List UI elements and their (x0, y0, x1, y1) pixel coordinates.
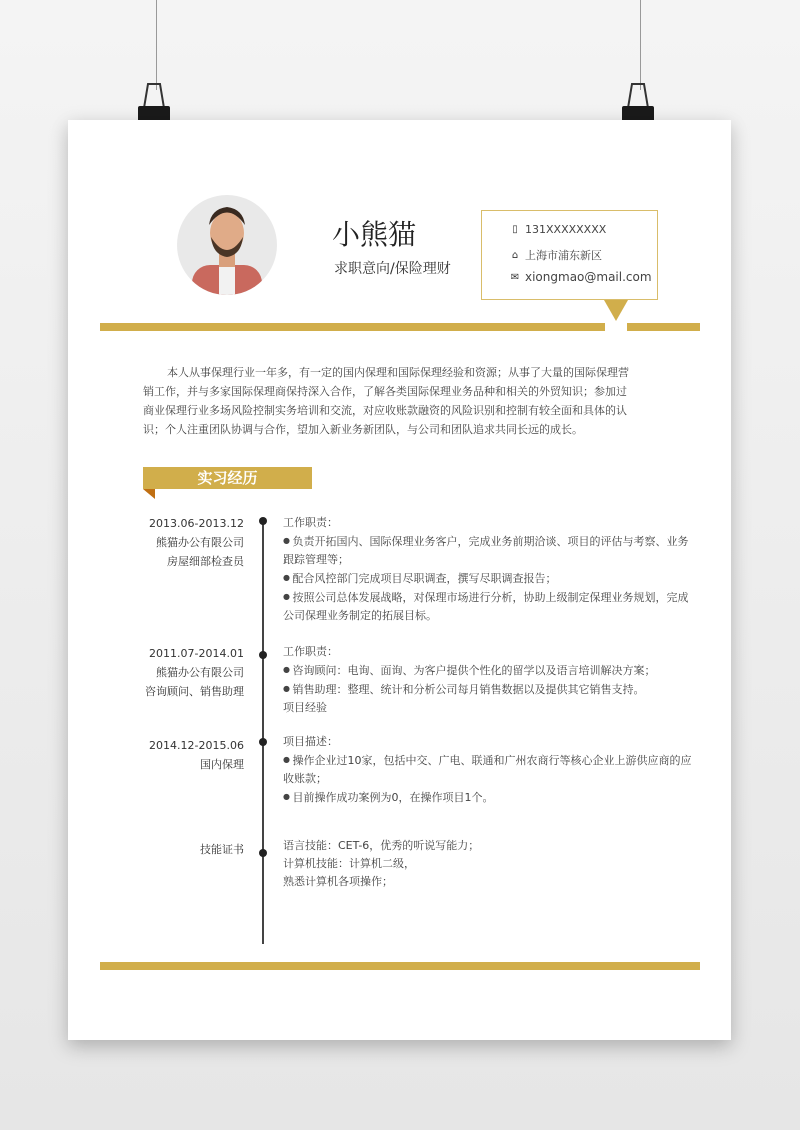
bullet-item: ● 咨询顾问：电询、面询、为客户提供个性化的留学以及语言培训解决方案； (283, 661, 693, 680)
bullet-item: ● 配合风控部门完成项目尽职调查，撰写尽职调查报告； (283, 569, 693, 588)
bullet-item: ● 负责开拓国内、国际保理业务客户，完成业务前期洽谈、项目的评估与考察、业务跟踪管理等； (283, 532, 693, 569)
entry-role: 房屋细部检查员 (167, 555, 244, 568)
address-text: 上海市浦东新区 (525, 249, 602, 262)
entry-heading: 项目描述： (283, 735, 338, 748)
entry-heading: 工作职责： (283, 516, 338, 529)
bullet-item: ● 按照公司总体发展战略，对保理市场进行分析，协助上级制定保理业务规划，完成公司保理业务制定的拓展目标。 (283, 588, 693, 625)
skills-label: 技能证书 (200, 843, 244, 856)
contact-email (510, 270, 652, 284)
entry-meta (120, 644, 244, 701)
skill-line: 计算机技能：计算机二级， (283, 857, 415, 870)
contact-address (510, 247, 602, 263)
contact-phone (510, 223, 606, 236)
entry-heading: 工作职责： (283, 645, 338, 658)
timeline-dot (259, 738, 267, 746)
candidate-name: 小熊猫 (332, 218, 417, 251)
avatar (177, 195, 277, 295)
footer-bar (100, 962, 700, 970)
timeline-dot (259, 651, 267, 659)
phone-text: 131XXXXXXXX (525, 223, 607, 236)
entry-details (283, 733, 693, 807)
home-icon: ⌂ (511, 249, 519, 261)
timeline-dot (259, 517, 267, 525)
entry-role: 咨询顾问、销售助理 (145, 685, 244, 698)
divider-bar (627, 323, 700, 331)
entry-meta (120, 514, 244, 571)
hanging-string (640, 0, 641, 90)
divider-bar (100, 323, 605, 331)
skills-details (283, 837, 693, 891)
entry-date: 2013.06-2013.12 (149, 517, 244, 530)
skill-line: 熟悉计算机各项操作； (283, 875, 393, 888)
timeline-line (262, 518, 264, 944)
job-intent: 求职意向/保险理财 (334, 261, 451, 277)
entry-company: 熊猫办公有限公司 (156, 666, 244, 679)
entry-date: 2014.12-2015.06 (149, 739, 244, 752)
bullet-item: ● 操作企业过10家，包括中交、广电、联通和广州农商行等核心企业上游供应商的应收账款； (283, 751, 693, 788)
entry-footer: 项目经验 (283, 701, 327, 714)
ribbon-fold (143, 489, 155, 499)
email-link[interactable]: xiongmao@mail.com (525, 270, 652, 284)
entry-details (283, 643, 693, 717)
entry-date: 2011.07-2014.01 (149, 647, 244, 660)
phone-icon: ▯ (512, 224, 518, 235)
timeline-dot (259, 849, 267, 857)
bullet-item: ● 目前操作成功案例为0，在操作项目1个。 (283, 788, 693, 807)
hanging-string (156, 0, 157, 90)
entry-meta (120, 736, 244, 774)
summary-text: 本人从事保理行业一年多，有一定的国内保理和国际保理经验和资源；从事了大量的国际保理营销工作，并与多家国际保理商保持深入合作，了解各类国际保理业务品种和相关的外贸知识；参加过商业保理行业多场风险控制实务培训和交流，对应收账款融资的风险识别和控制有较全面和具体的认识；个人注重团队协调与合作，望加入新业务新团队，与公司和团队追求共同长远的成长。 (143, 366, 629, 436)
contact-box (481, 210, 658, 300)
pointer-triangle (604, 300, 628, 321)
entry-details (283, 514, 693, 625)
entry-company: 熊猫办公有限公司 (156, 536, 244, 549)
mail-icon: ✉ (510, 271, 520, 283)
skill-line: 语言技能：CET-6，优秀的听说写能力； (283, 839, 480, 852)
section-title: 实习经历 (143, 467, 312, 489)
bullet-item: ● 销售助理：整理、统计和分析公司每月销售数据以及提供其它销售支持。 (283, 680, 693, 699)
entry-company: 国内保理 (200, 758, 244, 771)
